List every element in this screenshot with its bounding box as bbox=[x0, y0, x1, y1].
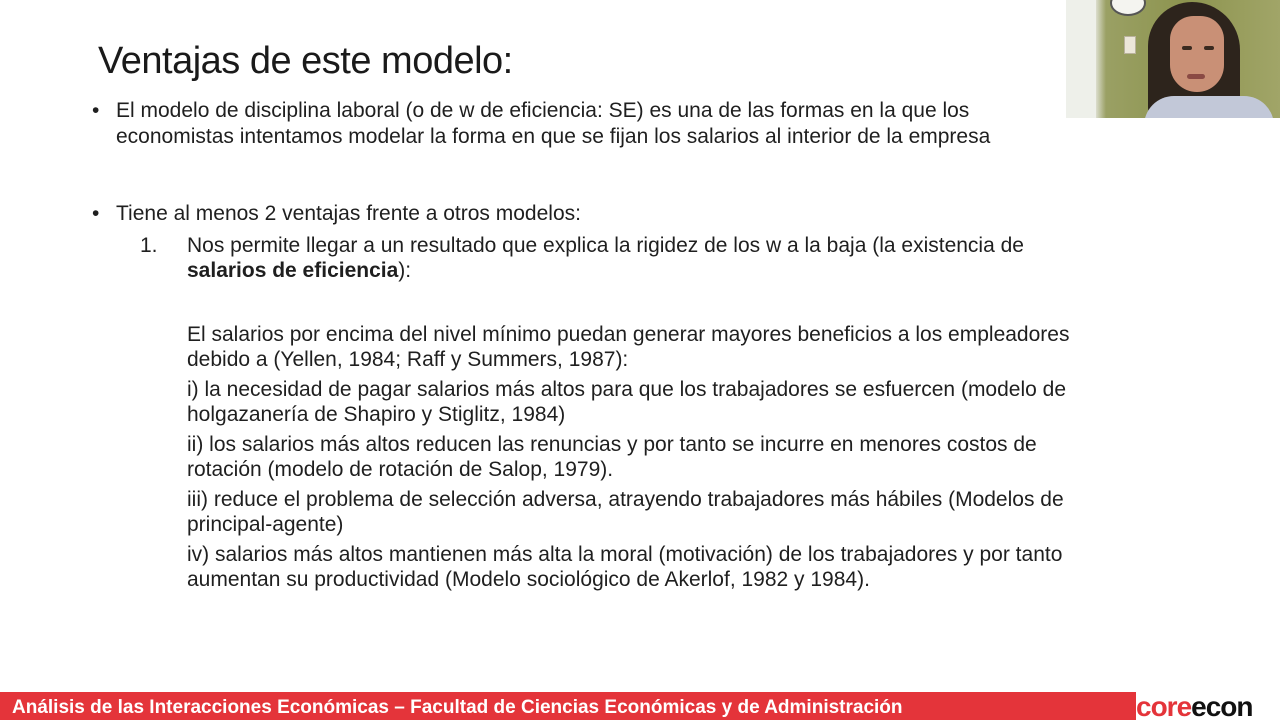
item-1-bold-term: salarios de eficiencia bbox=[187, 259, 399, 282]
reason-3-line-1: iii) reduce el problema de selección adversa, atrayendo trabajadores más hábiles (Modelos de bbox=[187, 488, 1064, 511]
slide-title: Ventajas de este modelo: bbox=[98, 40, 513, 82]
logo-econ: econ bbox=[1191, 691, 1253, 720]
item-1-number: 1. bbox=[140, 234, 158, 257]
reason-1-line-1: i) la necesidad de pagar salarios más altos para que los trabajadores se esfuercen (modelo de bbox=[187, 378, 1067, 401]
reason-4-line-2: aumentan su productividad (Modelo sociológico de Akerlof, 1982 y 1984). bbox=[187, 568, 870, 591]
bullet-1-line-2: economistas intentamos modelar la forma en que se fijan los salarios al interior de la empresa bbox=[116, 125, 991, 148]
reason-2-line-2: rotación (modelo de rotación de Salop, 1979). bbox=[187, 458, 614, 481]
reason-4-line-1: iv) salarios más altos mantienen más alta la moral (motivación) de los trabajadores y por tanto bbox=[187, 543, 1063, 566]
logo-core: core bbox=[1136, 691, 1192, 720]
outlet-icon bbox=[1124, 36, 1136, 54]
item-1-suffix: ): bbox=[398, 259, 412, 282]
paragraph-line-1: El salarios por encima del nivel mínimo puedan generar mayores beneficios a los empleadores bbox=[187, 323, 1070, 346]
reason-3-line-2: principal-agente) bbox=[187, 513, 344, 536]
footer-banner: Análisis de las Interacciones Económicas – Facultad de Ciencias Económicas y de Administración bbox=[0, 692, 1136, 720]
paragraph-line-2: debido a (Yellen, 1984; Raff y Summers, 1987): bbox=[187, 348, 629, 371]
bullet-marker: • bbox=[92, 202, 100, 225]
presenter-webcam bbox=[1066, 0, 1280, 118]
bullet-marker: • bbox=[92, 99, 100, 122]
bullet-2-text: Tiene al menos 2 ventajas frente a otros modelos: bbox=[116, 202, 581, 225]
reason-1-line-2: holgazanería de Shapiro y Stiglitz, 1984) bbox=[187, 403, 566, 426]
presenter-shirt bbox=[1144, 96, 1274, 118]
item-1-line-1: Nos permite llegar a un resultado que explica la rigidez de los w a la baja (la existencia de bbox=[187, 234, 1024, 257]
reason-2-line-1: ii) los salarios más altos reducen las renuncias y por tanto se incurre en menores costos de bbox=[187, 433, 1037, 456]
item-1-line-2 bbox=[187, 258, 411, 284]
coreecon-logo bbox=[1136, 690, 1280, 720]
bullet-1-line-1: El modelo de disciplina laboral (o de w de eficiencia: SE) es una de las formas en la que los bbox=[116, 99, 970, 122]
presenter-face bbox=[1170, 16, 1224, 92]
